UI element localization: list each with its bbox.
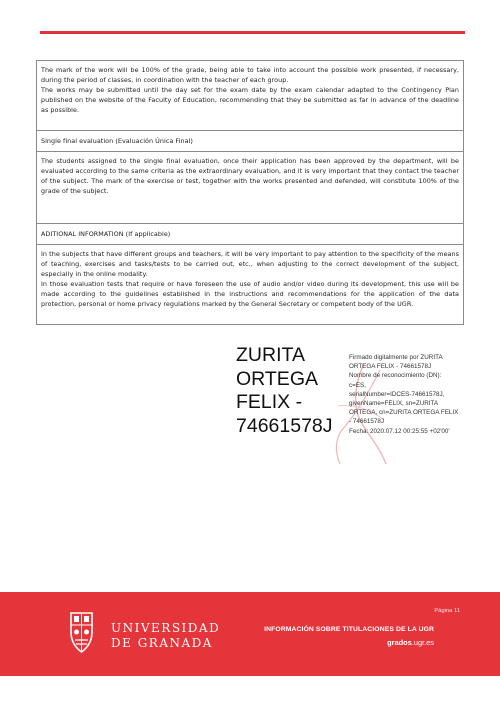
signature-detail-line: serialNumber=IDCES-74661578J, [349,390,445,398]
university-name-line-2: DE GRANADA [111,636,213,650]
website-prefix: grados [387,638,412,647]
signature-detail-line: ORTEGA FELIX - 74661578J [349,363,432,371]
degree-info-title: INFORMACIÓN SOBRE TITULACIONES DE LA UGR [264,626,434,633]
university-crest-icon [67,610,96,654]
evaluation-table [36,60,464,325]
degrees-website-link[interactable] [387,638,434,647]
additional-information-cell [37,245,463,324]
signature-detail-line: Fecha: 2020.07.12 00:25:55 +02'00' [349,427,450,435]
signature-detail-line: ORTEGA, cn=ZURITA ORTEGA FELIX [349,409,459,417]
paragraph: In the subjects that have different groups and teachers, it will be very important to pay attention to the specificity of the means of teaching, exercises and tasks/tests to be carried out, etc., when adjusting to the correct development of the subject, especially in the online modality. [41,250,459,279]
website-suffix: .ugr.es [411,638,434,647]
signature-detail-line: givenName=FELIX, sn=ZURITA [349,400,439,408]
signer-name-line: 74661578J [236,414,333,437]
signature-detail-line: Nombre de reconocimiento (DN): [349,372,442,380]
header-rule [40,31,465,34]
ordinary-evaluation-cell [37,61,463,131]
signature-details [349,353,474,436]
paragraph: In those evaluation tests that require or have foreseen the use of audio and/or video during its development, this use will be made according to the guidelines established in the instructions and recommendations for the application of the data protection, personal or home privacy regulations marked by the General Secretary or competent body of the UGR. [41,280,459,309]
section-heading: ADITIONAL INFORMATION (If applicable) [37,224,463,245]
single-final-evaluation-cell [37,152,463,224]
university-name-line-1: UNIVERSIDAD [111,621,221,635]
signer-name [236,344,346,438]
paragraph: The works may be submitted until the day set for the exam date by the exam calendar adapted to the Contingency Plan published on the website of the Faculty of Education, recommending that they be submitted as far in advance of the deadline as possible. [41,86,459,115]
section-heading: Single final evaluation (Evaluación Única Final) [37,131,463,152]
page-number: Página 11 [434,608,460,614]
signature-detail-line: c=ES, [349,381,366,389]
footer-banner [0,592,500,676]
paragraph: The mark of the work will be 100% of the grade, being able to take into account the possible work presented, if necessary, during the period of classes, in coordination with the teacher of each group. [41,66,459,85]
paragraph: The students assigned to the single final evaluation, once their application has been approved by the department, will be evaluated according to the same criteria as the extraordinary evaluation, and it is very important that they contact the teacher of the subject. The mark of the exercise or test, together with the works presented and defended, will constitute 100% of the grade of the subject. [41,157,459,196]
signature-detail-line: Firmado digitalmente por ZURITA [349,354,443,361]
digital-signature [236,344,476,474]
signer-name-line: ORTEGA [236,367,318,390]
signer-name-line: FELIX - [236,391,303,413]
signature-detail-line: - 74661578J [349,418,385,426]
signer-name-line: ZURITA [236,344,305,366]
